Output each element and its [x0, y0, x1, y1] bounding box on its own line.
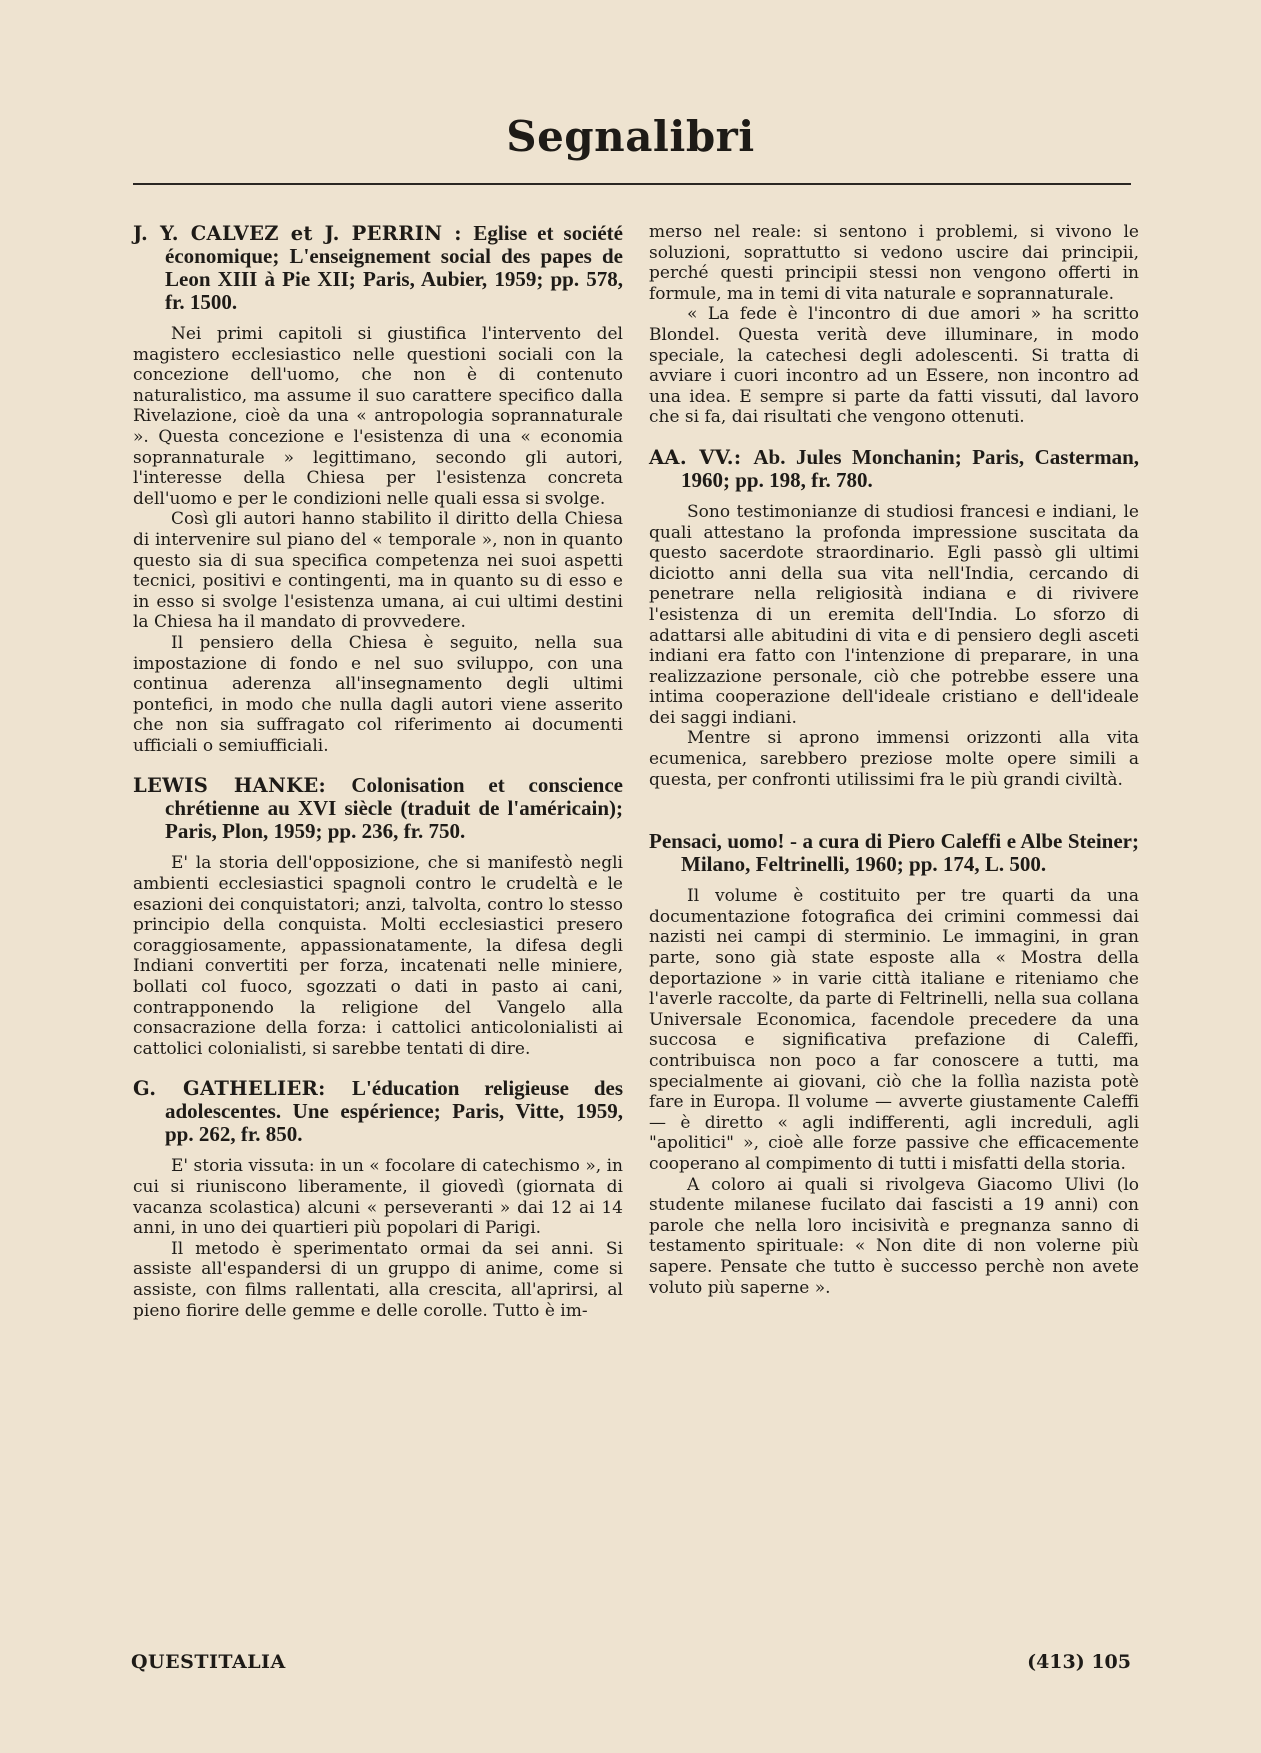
entry-author: AA. VV.:: [649, 445, 742, 469]
entry-heading: [133, 774, 623, 843]
entry-heading: [649, 830, 1139, 876]
entry-paragraph: Il volume è costituito per tre quarti da una documentazione fotografica dei crimini commessi dai nazisti nei campi di sterminio. Le immagini, in gran parte, sono già state esposte alla « Mostra della deportazione » in varie città italiane e riteniamo che l'averle raccolte, da parte di Feltrinelli, nella sua collana Universale Economica, facendole precedere da una succosa e significativa prefazione di Caleffi, contribuisca non poco a far conoscere a tutti, ma specialmente ai giovani, ciò che la follìa nazista potè fare in Europa. Il volume — avverte giustamente Caleffi — è diretto « agli indifferenti, agli increduli, agli "apolitici" », cioè alle forze passive che efficacemente cooperano al compimento di tutti i misfatti della storia.: [649, 886, 1139, 1174]
entry-paragraph: A coloro ai quali si rivolgeva Giacomo Ulivi (lo studente milanese fucilato dai fascisti a 19 anni) con parole che nella loro incisività e pregnanza sanno di testamento spirituale: « Non dite di non volerne più sapere. Pensate che tutto è successo perchè non avete voluto più saperne ».: [649, 1174, 1139, 1298]
entry-paragraph: « La fede è l'incontro di due amori » ha scritto Blondel. Questa verità deve illuminare, in modo speciale, la catechesi degli adolescenti. Si tratta di avviare i cuori incontro ad un Essere, non incontro ad una idea. E sempre si parte da fatti vissuti, dal lavoro che si fa, dai risultati che vengono ottenuti.: [649, 304, 1139, 428]
journal-name: QUESTITALIA: [131, 1651, 286, 1673]
title-rule: [133, 183, 1131, 185]
entry-author: LEWIS HANKE:: [133, 774, 327, 798]
page-number: (413) 105: [1027, 1651, 1131, 1673]
entry-work: Eglise et société économique; L'enseignement social des papes de Leon XIII à Pie XII; Paris, Aubier, 1959; pp. 578, fr. 1500.: [165, 221, 623, 314]
entry-paragraph: Il metodo è sperimentato ormai da sei anni. Si assiste all'espandersi di un gruppo di anime, come si assiste, con films rallentati, alla crescita, all'aprirsi, al pieno fiorire delle gemme e delle corolle. Tutto è im-: [133, 1238, 623, 1321]
review-entry: [133, 222, 623, 756]
entry-work: Colonisation et conscience chrétienne au XVI siècle (traduit de l'américain); Paris, Plon, 1959; pp. 236, fr. 750.: [165, 773, 623, 844]
right-column: [649, 222, 1139, 1316]
entry-author: J. Y. CALVEZ et J. PERRIN :: [133, 222, 462, 245]
review-continuation: [649, 222, 1139, 428]
left-column: [133, 222, 623, 1339]
entry-paragraph: Il pensiero della Chiesa è seguito, nella sua impostazione di fondo e nel suo sviluppo, con una continua aderenza all'insegnamento degli ultimi pontefici, in modo che nulla dagli autori viene asserito che non sia suffragato col riferimento ai documenti ufficiali o semiufficiali.: [133, 632, 623, 756]
entry-work: Ab. Jules Monchanin; Paris, Casterman, 1960; pp. 198, fr. 780.: [681, 444, 1139, 492]
entry-paragraph: Mentre si aprono immensi orizzonti alla vita ecumenica, sarebbero preziose molte opere simili a questa, per confronti utilissimi fra le più grandi civiltà.: [649, 728, 1139, 790]
page-title: Segnalibri: [506, 112, 755, 161]
review-entry: [133, 774, 623, 1059]
entry-heading: [133, 1077, 623, 1146]
entry-paragraph: E' storia vissuta: in un « focolare di catechismo », in cui si riuniscono liberamente, il giovedì (giornata di vacanza scolastica) alcuni « perseveranti » dai 12 ai 14 anni, in uno dei quartieri più popolari di Parigi.: [133, 1156, 623, 1239]
entry-paragraph: Nei primi capitoli si giustifica l'intervento del magistero ecclesiastico nelle questioni sociali con la concezione dell'uomo, che non è di contenuto naturalistico, ma assume il suo carattere specifico dalla Rivelazione, cioè da una « antropologia soprannaturale ». Questa concezione e l'esistenza di una « economia soprannaturale » legittimano, secondo gli autori, l'interesse della Chiesa per l'esistenza concreta dell'uomo e per le condizioni nelle quali essa si svolge.: [133, 324, 623, 509]
entry-paragraph: Così gli autori hanno stabilito il diritto della Chiesa di intervenire sul piano del « temporale », non in quanto questo sia di sua specifica competenza nei suoi aspetti tecnici, positivi e contingenti, ma in quanto su di esso e in esso si svolge l'esistenza umana, ai cui ultimi destini la Chiesa ha il mandato di provvedere.: [133, 509, 623, 633]
entry-author: G. GATHELIER:: [133, 1077, 326, 1101]
entry-work: Pensaci, uomo! - a cura di Piero Caleffi e Albe Steiner; Milano, Feltrinelli, 1960; pp. 174, L. 500.: [649, 829, 1139, 877]
review-entry: [133, 1077, 623, 1321]
entry-heading: [649, 446, 1139, 492]
entry-paragraph: E' la storia dell'opposizione, che si manifestò negli ambienti ecclesiastici spagnoli contro le crudeltà e le esazioni dei conquistatori; anzi, talvolta, contro lo stesso principio della conquista. Molti ecclesiastici presero coraggiosamente, appassionatamente, la difesa degli Indiani convertiti per forza, incatenati nelle miniere, bollati col fuoco, sgozzati o dati in pasto ai cani, contrapponendo la religione del Vangelo alla consacrazione della forza: i cattolici anticolonialisti ai cattolici colonialisti, si sarebbe tentati di dire.: [133, 853, 623, 1059]
entry-heading: [133, 222, 623, 314]
review-entry: [649, 446, 1139, 790]
entry-paragraph: Sono testimonianze di studiosi francesi e indiani, le quali attestano la profonda impressione suscitata da questo sacerdote straordinario. Egli passò gli ultimi diciotto anni della sua vita nell'India, cercando di penetrare nella religiosità indiana e di rivivere l'esistenza di un eremita dell'India. Lo sforzo di adattarsi alle abitudini di vita e di pensiero degli asceti indiani era fatto con l'intenzione di preparare, in una realizzazione personale, ciò che potrebbe essere una intima cooperazione dell'ideale cristiano e dell'ideale dei saggi indiani.: [649, 501, 1139, 728]
review-entry: [649, 830, 1139, 1298]
entry-work: L'éducation religieuse des adolescentes. Une espérience; Paris, Vitte, 1959, pp. 262, fr. 850.: [165, 1076, 623, 1147]
entry-paragraph: merso nel reale: si sentono i problemi, si vivono le soluzioni, soprattutto si vedono uscire dai principii, perché questi principii stessi non vengono offerti in formule, ma in temi di vita naturale e soprannaturale.: [649, 222, 1139, 304]
